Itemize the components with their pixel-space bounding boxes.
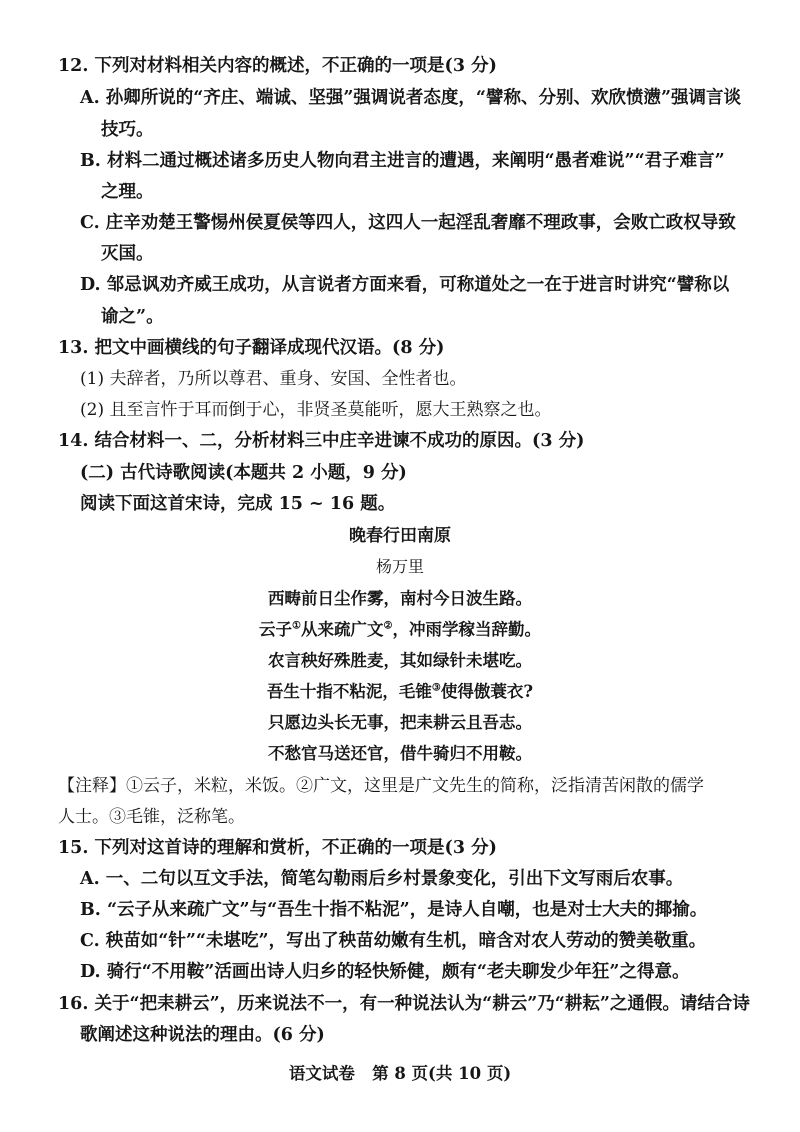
poem-line-4 (0, 680, 800, 704)
question-15-option-d: D. 骑行“不用鞍”活画出诗人归乡的轻快矫健，颇有“老夫聊发少年狂”之得意。 (80, 962, 690, 982)
question-12-option-b: B. 材料二通过概述诸多历史人物向君主进言的遭遇，来阐明“愚者难说”“君子难言” (80, 151, 725, 171)
question-15-stem: 15. 下列对这首诗的理解和赏析，不正确的一项是(3 分) (58, 838, 497, 858)
poem-line-1: 西畴前日尘作雾，南村今日波生路。 (268, 589, 532, 608)
section-heading: (二) 古代诗歌阅读(本题共 2 小题，9 分) (80, 463, 407, 483)
poem-line-2-part-a: 云子 (259, 620, 293, 639)
poem-line-2-part-c: ，冲雨学稼当辞勤。 (392, 620, 541, 639)
question-14-stem: 14. 结合材料一、二，分析材料三中庄辛进谏不成功的原因。(3 分) (58, 431, 585, 451)
question-13-stem: 13. 把文中画横线的句子翻译成现代汉语。(8 分) (58, 338, 445, 358)
poem-notes: 【注释】①云子，米粒，米饭。②广文，这里是广文先生的简称，泛指清苦闲散的儒学 (58, 776, 704, 796)
question-15-option-c: C. 秧苗如“针”“未堪吃”，写出了秧苗幼嫩有生机，暗含对农人劳动的赞美敬重。 (80, 931, 707, 951)
note-marker-1: ① (292, 620, 301, 632)
poem-line-4-part-a: 吾生十指不粘泥，毛锥 (266, 682, 432, 701)
question-13-sentence-2: (2) 且至言忤于耳而倒于心，非贤圣莫能听，愿大王熟察之也。 (80, 400, 552, 420)
poem-line-2 (0, 618, 800, 642)
poem-notes-cont: 人士。③毛锥，泛称笔。 (58, 807, 245, 827)
poem-title: 晚春行田南原 (349, 526, 451, 546)
poem-line-3: 农言秧好殊胜麦，其如绿针未堪吃。 (268, 651, 532, 670)
page-footer: 语文试卷 第 8 页(共 10 页) (288, 1064, 512, 1083)
poem-line-4-part-b: 使得傲蓑衣? (440, 682, 534, 701)
note-marker-2: ② (383, 620, 393, 632)
question-12-option-c-cont: 灭国。 (101, 244, 154, 264)
question-12-option-b-cont: 之理。 (101, 182, 154, 202)
poem-line-2-part-b: 从来疏广文 (301, 620, 384, 639)
question-15-option-b: B. “云子从来疏广文”与“吾生十指不粘泥”，是诗人自嘲，也是对士大夫的揶揄。 (80, 900, 708, 920)
question-12-option-c: C. 庄辛劝楚王警惕州侯夏侯等四人，这四人一起淫乱奢靡不理政事，会败亡政权导致 (80, 213, 736, 233)
question-12-option-a-cont: 技巧。 (101, 120, 154, 140)
question-12-option-d-cont: 谕之”。 (101, 307, 164, 327)
poem-line-6: 不愁官马送还官，借牛骑归不用鞍。 (268, 744, 532, 763)
question-16-stem: 16. 关于“把耒耕云”，历来说法不一，有一种说法认为“耕云”乃“耕耘”之通假。请结合诗 (58, 994, 750, 1014)
poem-author: 杨万里 (375, 557, 424, 576)
question-15-option-a: A. 一、二句以互文手法，简笔勾勒雨后乡村景象变化，引出下文写雨后农事。 (80, 869, 684, 889)
question-12-option-a: A. 孙卿所说的“齐庄、端诚、坚强”强调说者态度，“譬称、分别、欢欣愤懑”强调言谈 (80, 88, 742, 108)
note-marker-3: ③ (431, 682, 441, 694)
question-12-option-d: D. 邹忌讽劝齐威王成功，从言说者方面来看，可称道处之一在于进言时讲究“譬称以 (80, 275, 730, 295)
question-12-stem: 12. 下列对材料相关内容的概述，不正确的一项是(3 分) (58, 56, 497, 76)
question-16-stem-cont: 歌阐述这种说法的理由。(6 分) (80, 1025, 325, 1045)
section-intro: 阅读下面这首宋诗，完成 15 ~ 16 题。 (80, 494, 396, 514)
poem-line-5: 只愿边头长无事，把耒耕云且吾志。 (268, 713, 532, 732)
question-13-sentence-1: (1) 夫辞者，乃所以尊君、重身、安国、全性者也。 (80, 369, 467, 389)
